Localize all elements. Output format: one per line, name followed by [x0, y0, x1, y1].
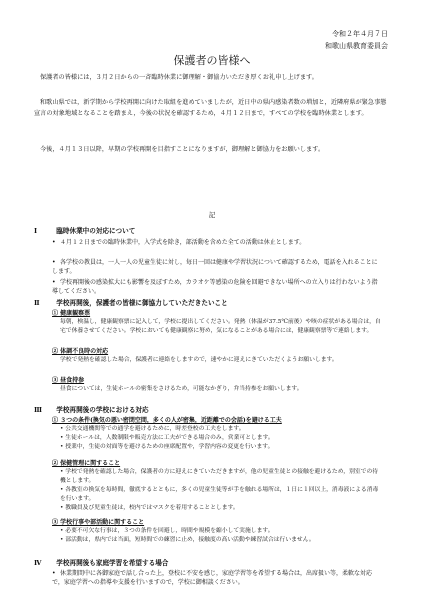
bullet-icon: • [60, 528, 64, 534]
section-1-title: 臨時休業中の対応について [56, 227, 136, 235]
bullet-icon: • [52, 259, 56, 266]
section-4-item [52, 569, 382, 587]
section-1-item [52, 238, 382, 247]
events-clubs-item-text: 部活動は，県内では当面，短時間での練習に止め，接触度の高い活動や練習試合は行いません。 [65, 537, 315, 543]
health-management-item-text: 教職員及び児童生徒は，校内ではマスクを着用することとします。 [65, 505, 239, 511]
date-line: 令和２年４月７日 [332, 30, 388, 38]
health-management-item [60, 504, 382, 513]
events-clubs-label: ③ 学校行事や部活動に関すること [52, 519, 145, 526]
events-clubs-item [60, 527, 382, 536]
bullet-icon: • [60, 426, 64, 432]
section-1-item-text: 学校再開後の感染拡大にも影響を及ぼすため，カラオケ等感染の危険を回避できない場所への立入りは行わないよう指導してください。 [52, 279, 378, 295]
health-management-item [60, 468, 382, 486]
three-conditions-item [60, 443, 382, 452]
health-observation-label: ① 健康観察票 [52, 310, 91, 317]
section-4-heading [34, 558, 390, 568]
bullet-icon: • [52, 570, 56, 577]
three-conditions-item [60, 434, 382, 443]
lunch-label: ③ 昼食持参 [52, 377, 85, 384]
section-4-item-text: 休業期間中に各御家庭で話し合った上，登校に不安を感じ，家庭学習等を希望する場合は，出席扱い等，柔軟な対応で，家庭学習への指導や支援を行いますので，学校に御相談ください。 [52, 570, 373, 586]
bullet-icon: • [60, 444, 64, 450]
section-2-number: Ⅱ [34, 299, 40, 307]
illness-response-label: ② 体調不良時の対応 [52, 348, 109, 355]
health-observation-text: 毎朝，検温し，健康観察票に記入して，学校に提出してください。発熱（体温が37.5℃前後）や咳の症状がある場合は，自宅で休養させてください。学校においても健康観察に努め，気になることがある場合には，健康観察票等で連絡します。 [60, 319, 381, 334]
intro-paragraph-1: 保護者の皆様には，３月２日からの一斉臨時休業に御理解・御協力いただき厚くお礼申し上げます。 [40, 74, 318, 81]
section-2-title: 学校再開後，保護者の皆様に御協力していただきたいこと [56, 299, 228, 307]
bullet-icon: • [60, 469, 64, 475]
illness-response-text: 学校で発熱を確認した場合，保護者に連絡をしますので，速やかに迎えにきていただくようお願いします。 [60, 357, 338, 363]
section-3-heading [34, 405, 390, 415]
page-title: 保護者の皆様へ [173, 54, 251, 67]
section-1-item-text: ４月１２日までの臨時休業中，入学式を除き，部活動を含めた全ての活動は休止とします。 [60, 239, 306, 246]
bullet-icon: • [52, 279, 56, 286]
three-conditions-item-text: 公共交通機関等での通学を避けるために，時差登校の工夫をします。 [65, 426, 245, 432]
issuer-line: 和歌山県教育委員会 [325, 42, 388, 50]
bullet-icon: • [60, 487, 64, 493]
section-1-number: Ⅰ [34, 227, 38, 235]
three-conditions-item [60, 425, 382, 434]
intro-paragraph-3: 今後，４月１３日以降，早期の学校再開を目指すことになりますが，御理解と御協力をお願いします。 [40, 146, 325, 153]
health-management-label: ② 保健管理に関すること [52, 460, 121, 467]
section-2-heading [34, 298, 390, 308]
section-4-number: Ⅳ [34, 559, 42, 567]
bullet-icon: • [60, 435, 64, 441]
bullet-icon: • [60, 537, 64, 543]
three-conditions-item-text: 授業中，生徒の対面等を避けるための座席配置や，学習内容の変更を行います。 [65, 444, 274, 450]
bullet-icon: • [52, 239, 56, 246]
intro-paragraph-2: 和歌山県では，新学期から学校再開に向けた取組を進めていましたが，近日中の県内感染者数の増加と，近隣府県が緊急事態宣言の対象地域となることを踏まえ，今後の状況を確認するため，４月１２日まで，すべての学校を臨時休業とします。 [34, 99, 387, 117]
health-management-item-text: 各教室の換気を毎時間，徹底するとともに，多くの児童生徒等が手を触れる場所は，１日に１回以上，消毒液による消毒を行います。 [60, 487, 379, 502]
section-1-item [52, 258, 382, 276]
section-1-item [52, 278, 382, 296]
section-3-number: Ⅲ [34, 406, 43, 414]
section-1-item-text: 各学校の教員は，一人一人の児童生徒に対し，毎日一回は健康や学習状況について確認するため，電話を入れることにします。 [52, 259, 378, 275]
lunch-text: 昼食については，生徒ホールの密集をさけるため，可能なかぎり，弁当持参をお願いします。 [60, 386, 303, 392]
health-management-item-text: 学校で発熱を確認した場合，保護者の方に迎えにきていただきますが，他の児童生徒との接触を避けるため，別室での待機とします。 [60, 469, 379, 484]
section-4-title: 学校再開後も家庭学習を希望する場合 [56, 559, 169, 567]
bullet-icon: • [60, 505, 64, 511]
health-management-item [60, 486, 382, 504]
three-conditions-item-text: 生徒ホールは，人数制限や販売方法に工夫ができる場合のみ，営業可とします。 [65, 435, 274, 441]
section-3-title: 学校再開後の学校における対応 [56, 406, 149, 414]
three-conditions-label: ① ３つの条件(換気の悪い密閉空間，多くの人が密集，近距離での会話)を避ける工夫 [52, 417, 282, 424]
section-1-heading [34, 226, 390, 236]
ki-heading: 記 [208, 211, 216, 219]
events-clubs-item-text: 必要不可欠な行事は，３つの条件を回避し，時間や規模を縮小して実施します。 [65, 528, 274, 534]
events-clubs-item [60, 536, 382, 545]
